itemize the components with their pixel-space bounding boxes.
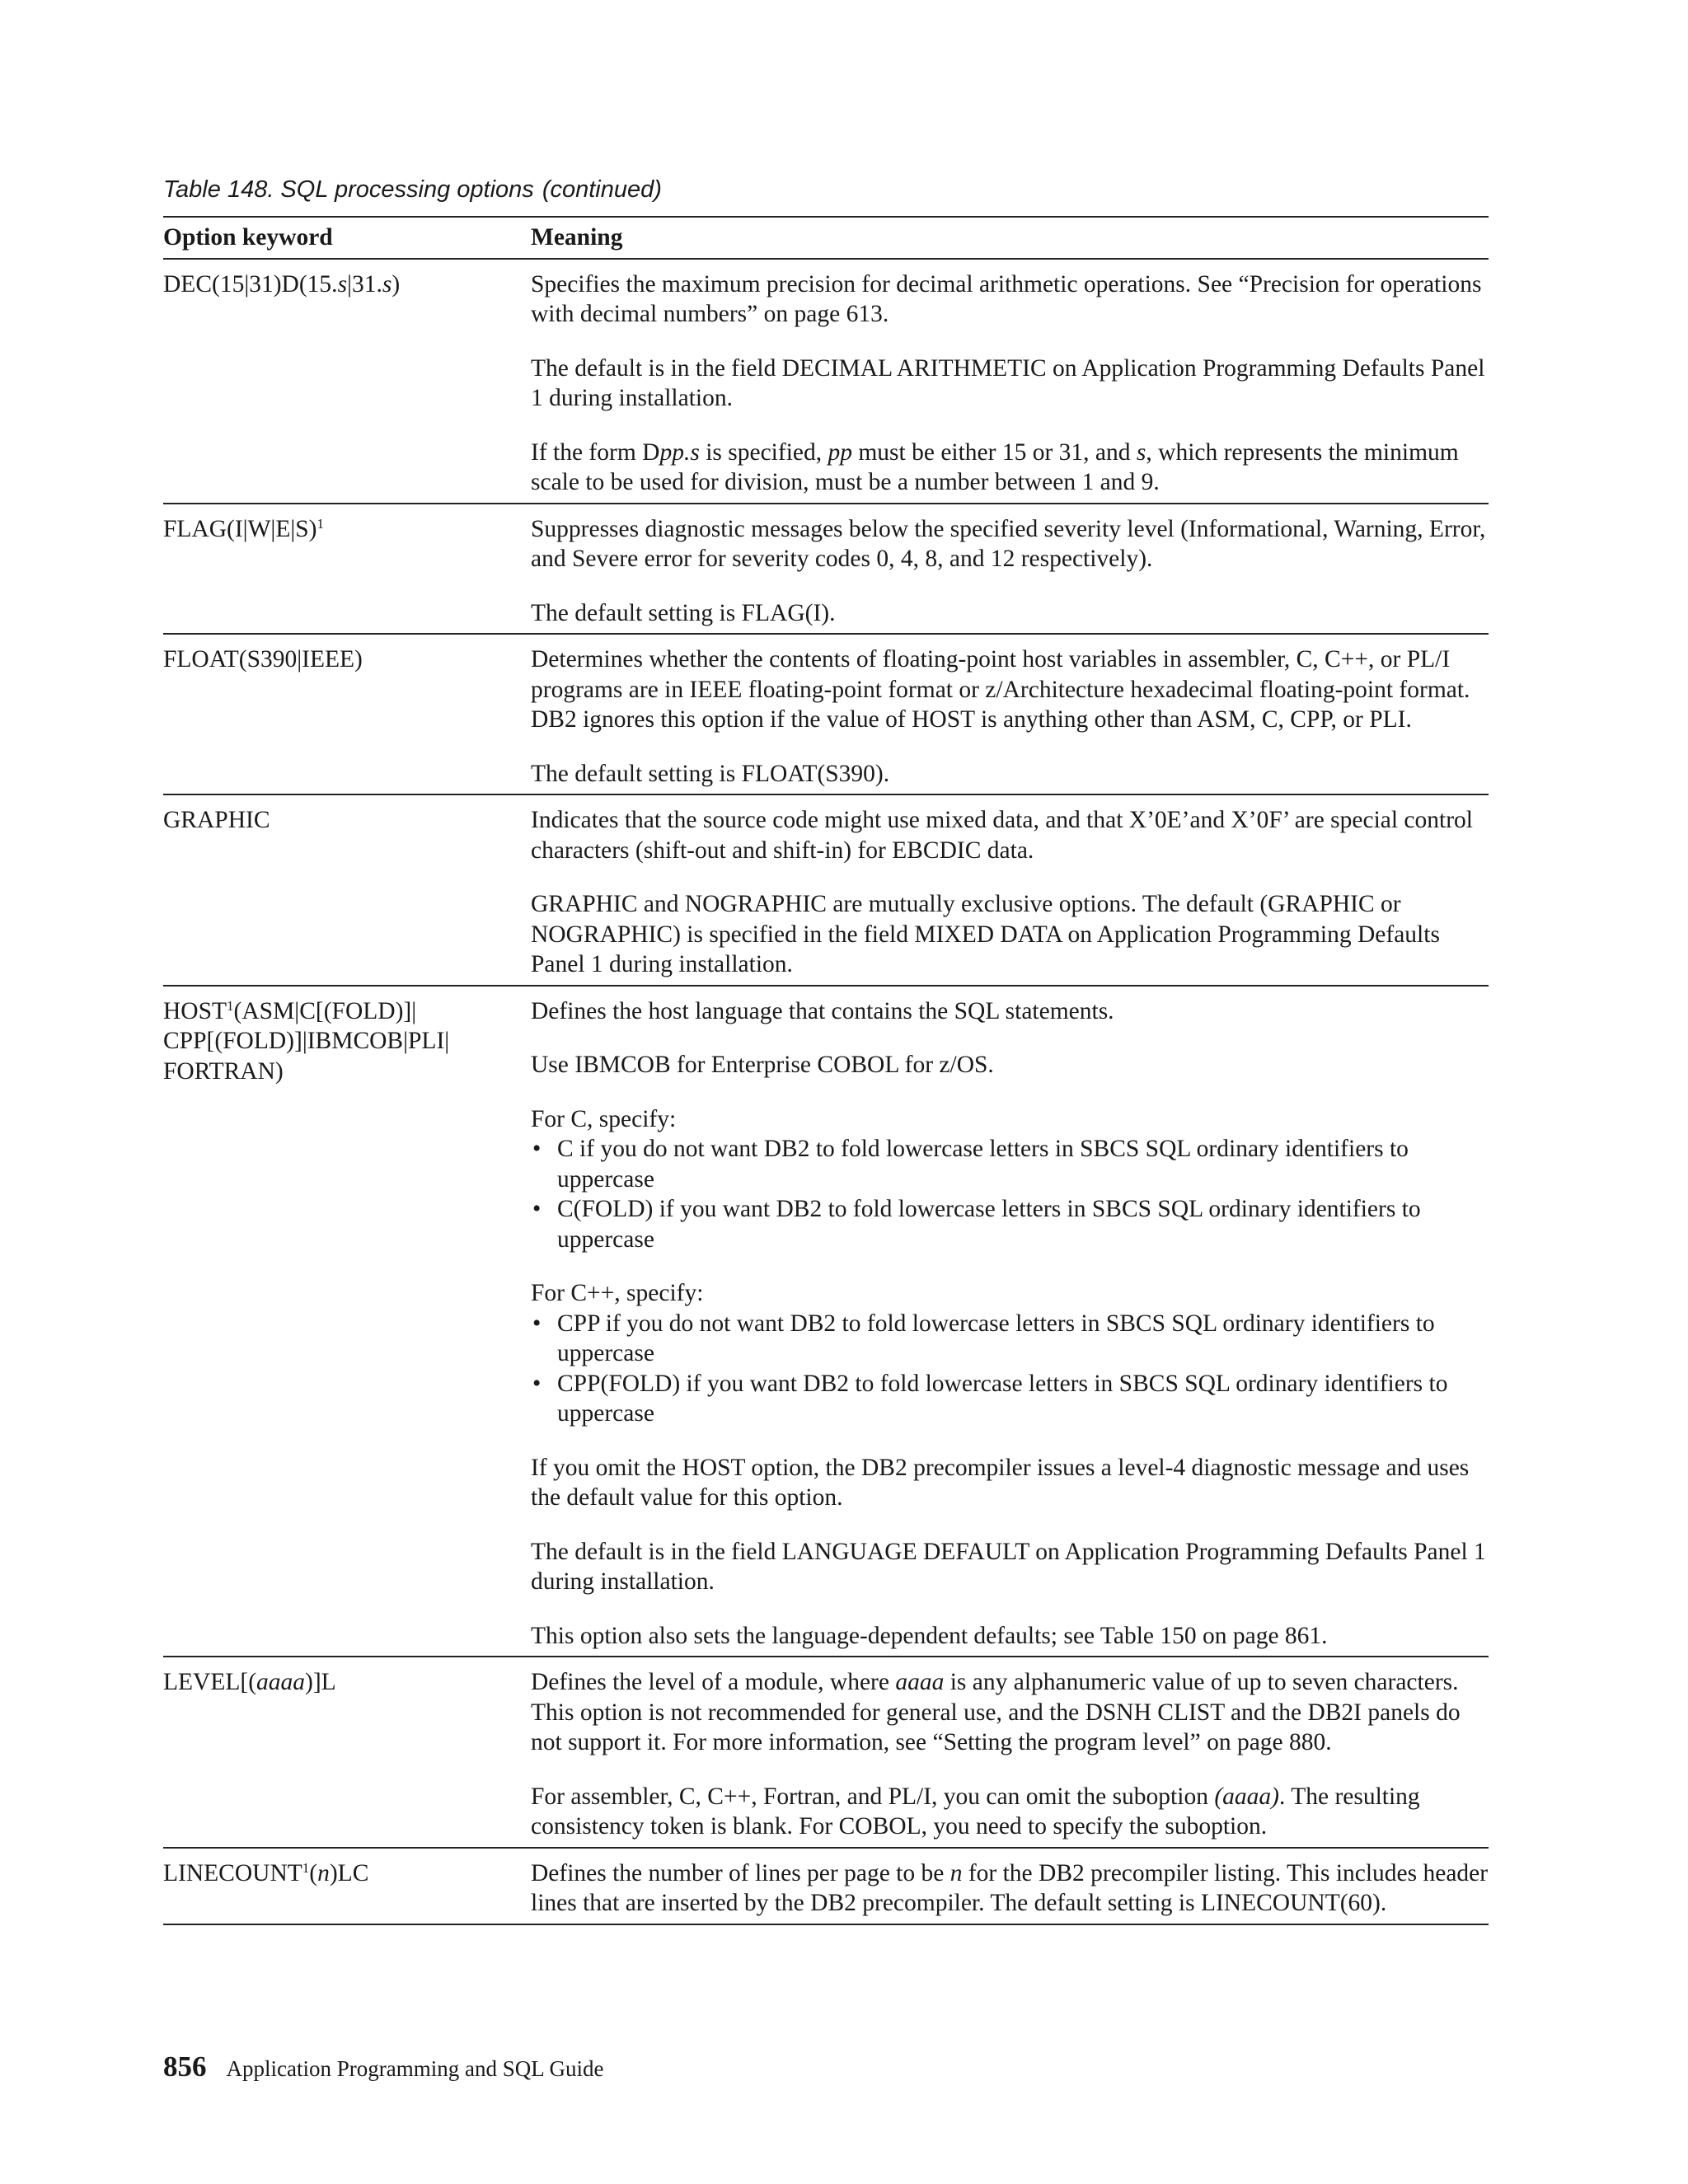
meaning-paragraph: Suppresses diagnostic messages below the specified severity level (Informational, Warning, Error, and Severe error for severity codes 0, 4, 8, and 12 respectively).: [531, 515, 1486, 572]
table-row: [163, 1657, 1489, 1848]
option-keyword-dec: DEC(15|31)D(15.s|31.s): [163, 259, 531, 504]
header-option-keyword: Option keyword: [163, 217, 531, 259]
meaning-paragraph: GRAPHIC and NOGRAPHIC are mutually exclusive options. The default (GRAPHIC or NOGRAPHIC) is specified in the field MIXED DATA on Application Programming Defaults Panel 1 during installation.: [531, 891, 1440, 977]
list-item: • C(FOLD) if you want DB2 to fold lowercase letters in SBCS SQL ordinary identifiers to uppercase: [531, 1194, 1489, 1254]
meaning-paragraph: Indicates that the source code might use mixed data, and that X’0E’and X’0F’ are special control characters (shift-out and shift-in) for EBCDIC data.: [531, 807, 1473, 864]
meaning-paragraph: If you omit the HOST option, the DB2 precompiler issues a level-4 diagnostic message and uses the default value for this option.: [531, 1454, 1470, 1511]
option-meaning-flag: [531, 504, 1489, 635]
table-caption-continued: (continued): [542, 176, 662, 203]
option-meaning-host: [531, 986, 1489, 1657]
option-meaning-dec: [531, 259, 1489, 504]
table-row: [163, 1848, 1489, 1924]
meaning-paragraph: This option also sets the language-dependent defaults; see Table 150 on page 861.: [531, 1622, 1328, 1649]
list-item: • CPP(FOLD) if you want DB2 to fold lowercase letters in SBCS SQL ordinary identifiers to uppercase: [531, 1369, 1489, 1429]
meaning-paragraph: If the form Dpp.s is specified, pp must be either 15 or 31, and s, which represents the minimum scale to be used for division, must be a number between 1 and 9.: [531, 438, 1459, 495]
meaning-paragraph: The default is in the field LANGUAGE DEFAULT on Application Programming Defaults Panel 1 during installation.: [531, 1538, 1486, 1595]
option-meaning-graphic: [531, 794, 1489, 986]
header-meaning: Meaning: [531, 217, 1489, 259]
cpp-list: [531, 1309, 1489, 1429]
table-row: [163, 504, 1489, 635]
table-row: [163, 794, 1489, 986]
cpp-intro: For C++, specify:: [531, 1280, 704, 1306]
book-title: Application Programming and SQL Guide: [226, 2056, 604, 2081]
table-row: [163, 634, 1489, 794]
c-intro: For C, specify:: [531, 1105, 677, 1132]
table-caption: [163, 175, 662, 204]
meaning-paragraph: The default is in the field DECIMAL ARITHMETIC on Application Programming Defaults Panel 1 during installation.: [531, 354, 1485, 411]
option-meaning-level: [531, 1657, 1489, 1848]
sql-options-table: [163, 216, 1489, 1925]
option-keyword-graphic: GRAPHIC: [163, 794, 531, 986]
option-meaning-linecount: [531, 1848, 1489, 1924]
table-header-row: [163, 217, 1489, 259]
meaning-paragraph: Defines the host language that contains the SQL statements.: [531, 997, 1114, 1024]
meaning-paragraph: The default setting is FLOAT(S390).: [531, 760, 890, 787]
meaning-paragraph: Specifies the maximum precision for decimal arithmetic operations. See “Precision for operations with decimal numbers” on page 613.: [531, 270, 1482, 327]
meaning-paragraph: The default setting is FLAG(I).: [531, 599, 836, 626]
option-keyword-float: FLOAT(S390|IEEE): [163, 634, 531, 794]
page-footer: [163, 2050, 603, 2083]
meaning-paragraph: For assembler, C, C++, Fortran, and PL/I, you can omit the suboption (aaaa). The resulting consistency token is blank. For COBOL, you need to specify the suboption.: [531, 1783, 1420, 1840]
page-number: 856: [163, 2050, 207, 2083]
list-item: • C if you do not want DB2 to fold lowercase letters in SBCS SQL ordinary identifiers to uppercase: [531, 1134, 1489, 1194]
table-caption-label: Table 148. SQL processing options: [163, 176, 534, 203]
meaning-paragraph: Use IBMCOB for Enterprise COBOL for z/OS.: [531, 1052, 994, 1078]
meaning-paragraph: Defines the number of lines per page to be n for the DB2 precompiler listing. This includes header lines that are inserted by the DB2 precompiler. The default setting is LINECOUNT(60).: [531, 1859, 1489, 1916]
option-meaning-float: [531, 634, 1489, 794]
table-row: [163, 986, 1489, 1657]
table-row: [163, 259, 1489, 504]
option-keyword-flag: $FLAG(I|W|E|S)^1$: [163, 504, 531, 635]
option-keyword-level: LEVEL[(aaaa)]L: [163, 1657, 531, 1848]
option-keyword-linecount: LINECOUNT$^1$(n)LC: [163, 1848, 531, 1924]
list-item: • CPP if you do not want DB2 to fold lowercase letters in SBCS SQL ordinary identifiers to uppercase: [531, 1309, 1489, 1369]
meaning-paragraph: Defines the level of a module, where aaaa is any alphanumeric value of up to seven characters. This option is not recommended for general use, and the DSNH CLIST and the DB2I panels do not support it. For more information, see “Setting the program level” on page 880.: [531, 1669, 1461, 1755]
meaning-paragraph: Determines whether the contents of floating-point host variables in assembler, C, C++, or PL/I programs are in IEEE floating-point format or z/Architecture hexadecimal floating-point format. DB2 ignores this option if the value of HOST is anything other than ASM, C, CPP, or PLI.: [531, 646, 1470, 733]
c-list: [531, 1134, 1489, 1254]
option-keyword-host: HOST$^1$(ASM|C[(FOLD)]| CPP[(FOLD)]|IBMCOB|PLI| FORTRAN): [163, 986, 531, 1657]
